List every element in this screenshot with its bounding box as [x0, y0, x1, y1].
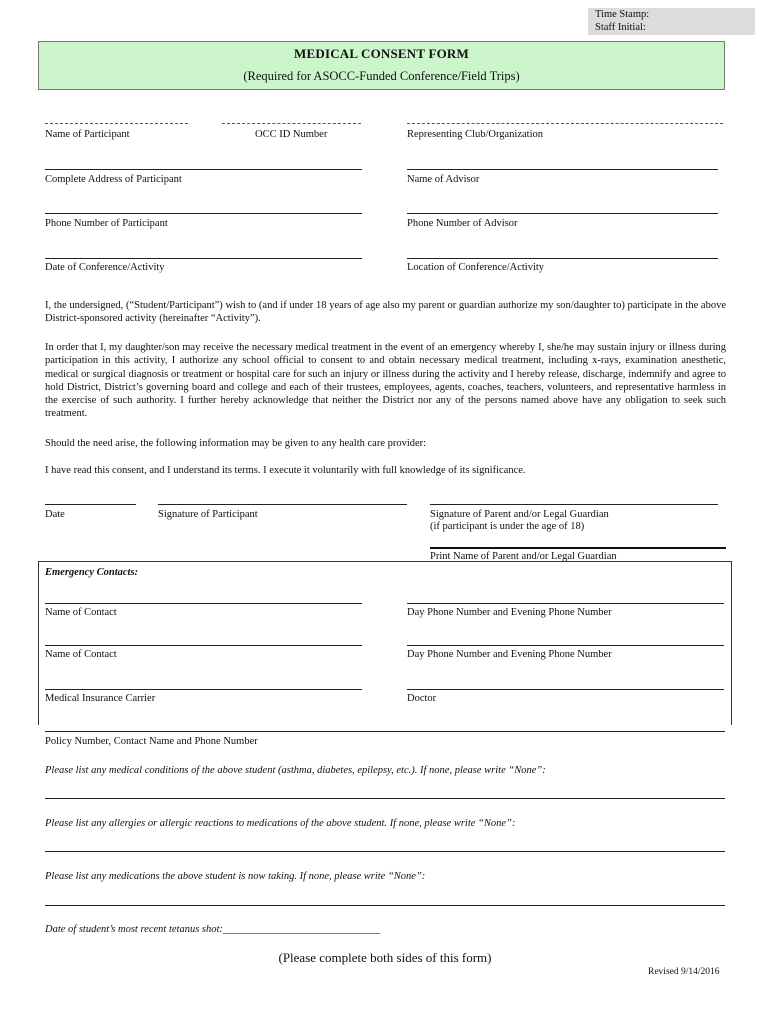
date-conference-label: Date of Conference/Activity	[45, 262, 165, 273]
phone2-label: Day Phone Number and Evening Phone Number	[407, 649, 612, 660]
form-subtitle: (Required for ASOCC-Funded Conference/Field Trips)	[243, 69, 520, 83]
allergies-question: Please list any allergies or allergic reactions to medications of the above student. If none, please write “None”:	[45, 818, 516, 829]
phone-advisor-label: Phone Number of Advisor	[407, 218, 518, 229]
medications-question: Please list any medications the above student is now taking. If none, please write “None”:	[45, 871, 426, 882]
advisor-line[interactable]	[407, 169, 718, 170]
conditions-answer-line[interactable]	[45, 798, 725, 799]
date-label: Date	[45, 509, 65, 520]
name-participant-label: Name of Participant	[45, 129, 130, 140]
club-line[interactable]	[407, 123, 723, 124]
contact1-label: Name of Contact	[45, 607, 117, 618]
print-name-line[interactable]	[430, 547, 726, 549]
parent-signature-label: Signature of Parent and/or Legal Guardian	[430, 509, 609, 520]
form-header	[38, 41, 725, 90]
form-title: MEDICAL CONSENT FORM	[294, 46, 469, 61]
location-conference-line[interactable]	[407, 258, 718, 259]
phone-participant-label: Phone Number of Participant	[45, 218, 168, 229]
participant-signature-label: Signature of Participant	[158, 509, 258, 520]
tetanus-question: Date of student’s most recent tetanus shot:______________________________	[45, 924, 381, 935]
date-signature-line[interactable]	[45, 504, 136, 505]
policy-label: Policy Number, Contact Name and Phone Number	[45, 736, 258, 747]
conditions-question: Please list any medical conditions of the above student (asthma, diabetes, epilepsy, etc.). If none, please write “None”:	[45, 765, 546, 776]
emergency-contacts-heading: Emergency Contacts:	[45, 567, 139, 578]
phone-participant-line[interactable]	[45, 213, 362, 214]
insurance-label: Medical Insurance Carrier	[45, 693, 156, 704]
participant-name-line[interactable]	[45, 123, 188, 124]
location-conference-label: Location of Conference/Activity	[407, 262, 545, 273]
phone1-line[interactable]	[407, 603, 724, 604]
occ-id-label: OCC ID Number	[255, 129, 328, 140]
health-info-paragraph: Should the need arise, the following information may be given to any health care provider:	[45, 438, 427, 449]
insurance-line[interactable]	[45, 689, 362, 690]
contact2-label: Name of Contact	[45, 649, 117, 660]
parent-signature-note: (if participant is under the age of 18)	[430, 521, 585, 532]
advisor-label: Name of Advisor	[407, 174, 480, 185]
phone2-line[interactable]	[407, 645, 724, 646]
staff-initial-label: Staff Initial:	[595, 22, 646, 33]
address-label: Complete Address of Participant	[45, 174, 182, 185]
medications-answer-line[interactable]	[45, 905, 725, 906]
phone1-label: Day Phone Number and Evening Phone Number	[407, 607, 612, 618]
revised-date: Revised 9/14/2016	[648, 967, 720, 977]
parent-signature-line[interactable]	[430, 504, 718, 505]
phone-advisor-line[interactable]	[407, 213, 718, 214]
occ-id-line[interactable]	[222, 123, 361, 124]
participant-signature-line[interactable]	[158, 504, 407, 505]
date-conference-line[interactable]	[45, 258, 362, 259]
doctor-label: Doctor	[407, 693, 437, 704]
both-sides-note: (Please complete both sides of this form)	[278, 950, 492, 965]
print-name-label: Print Name of Parent and/or Legal Guardian	[430, 551, 617, 562]
time-stamp-box	[588, 8, 755, 35]
club-label: Representing Club/Organization	[407, 129, 543, 140]
allergies-answer-line[interactable]	[45, 851, 725, 852]
contact1-line[interactable]	[45, 603, 362, 604]
authorization-paragraph: In order that I, my daughter/son may receive the necessary medical treatment in the event of an emergency whereby I, she/he may sustain injury or illness during participation in this activity, I authorize any school official to consent to and obtain necessary medical treatment, including x-rays, examination anesthetic, medical or surgical diagnosis or treatment or hospital care for such an injury or illness during the activity and I hereby release, discharge, indemnify and agree to hold District, District’s governing board and college and each of their trustees, employees, agents, coaches, teachers, volunteers, and representative harmless in the exercise of such authority. I further hereby acknowledge that neither the District nor any of the persons named above have any obligation to seek such treatment.	[45, 342, 726, 420]
address-line[interactable]	[45, 169, 362, 170]
time-stamp-label: Time Stamp:	[595, 9, 650, 20]
participation-paragraph: I, the undersigned, (“Student/Participant”) wish to (and if under 18 years of age also my parent or guardian authorize my son/daughter to) participate in the above District-sponsored activity (hereinafter “Activity”).	[45, 300, 726, 325]
doctor-line[interactable]	[407, 689, 724, 690]
policy-line[interactable]	[45, 731, 725, 732]
contact2-line[interactable]	[45, 645, 362, 646]
acknowledgement-paragraph: I have read this consent, and I understand its terms. I execute it voluntarily with full knowledge of its significance.	[45, 465, 526, 476]
